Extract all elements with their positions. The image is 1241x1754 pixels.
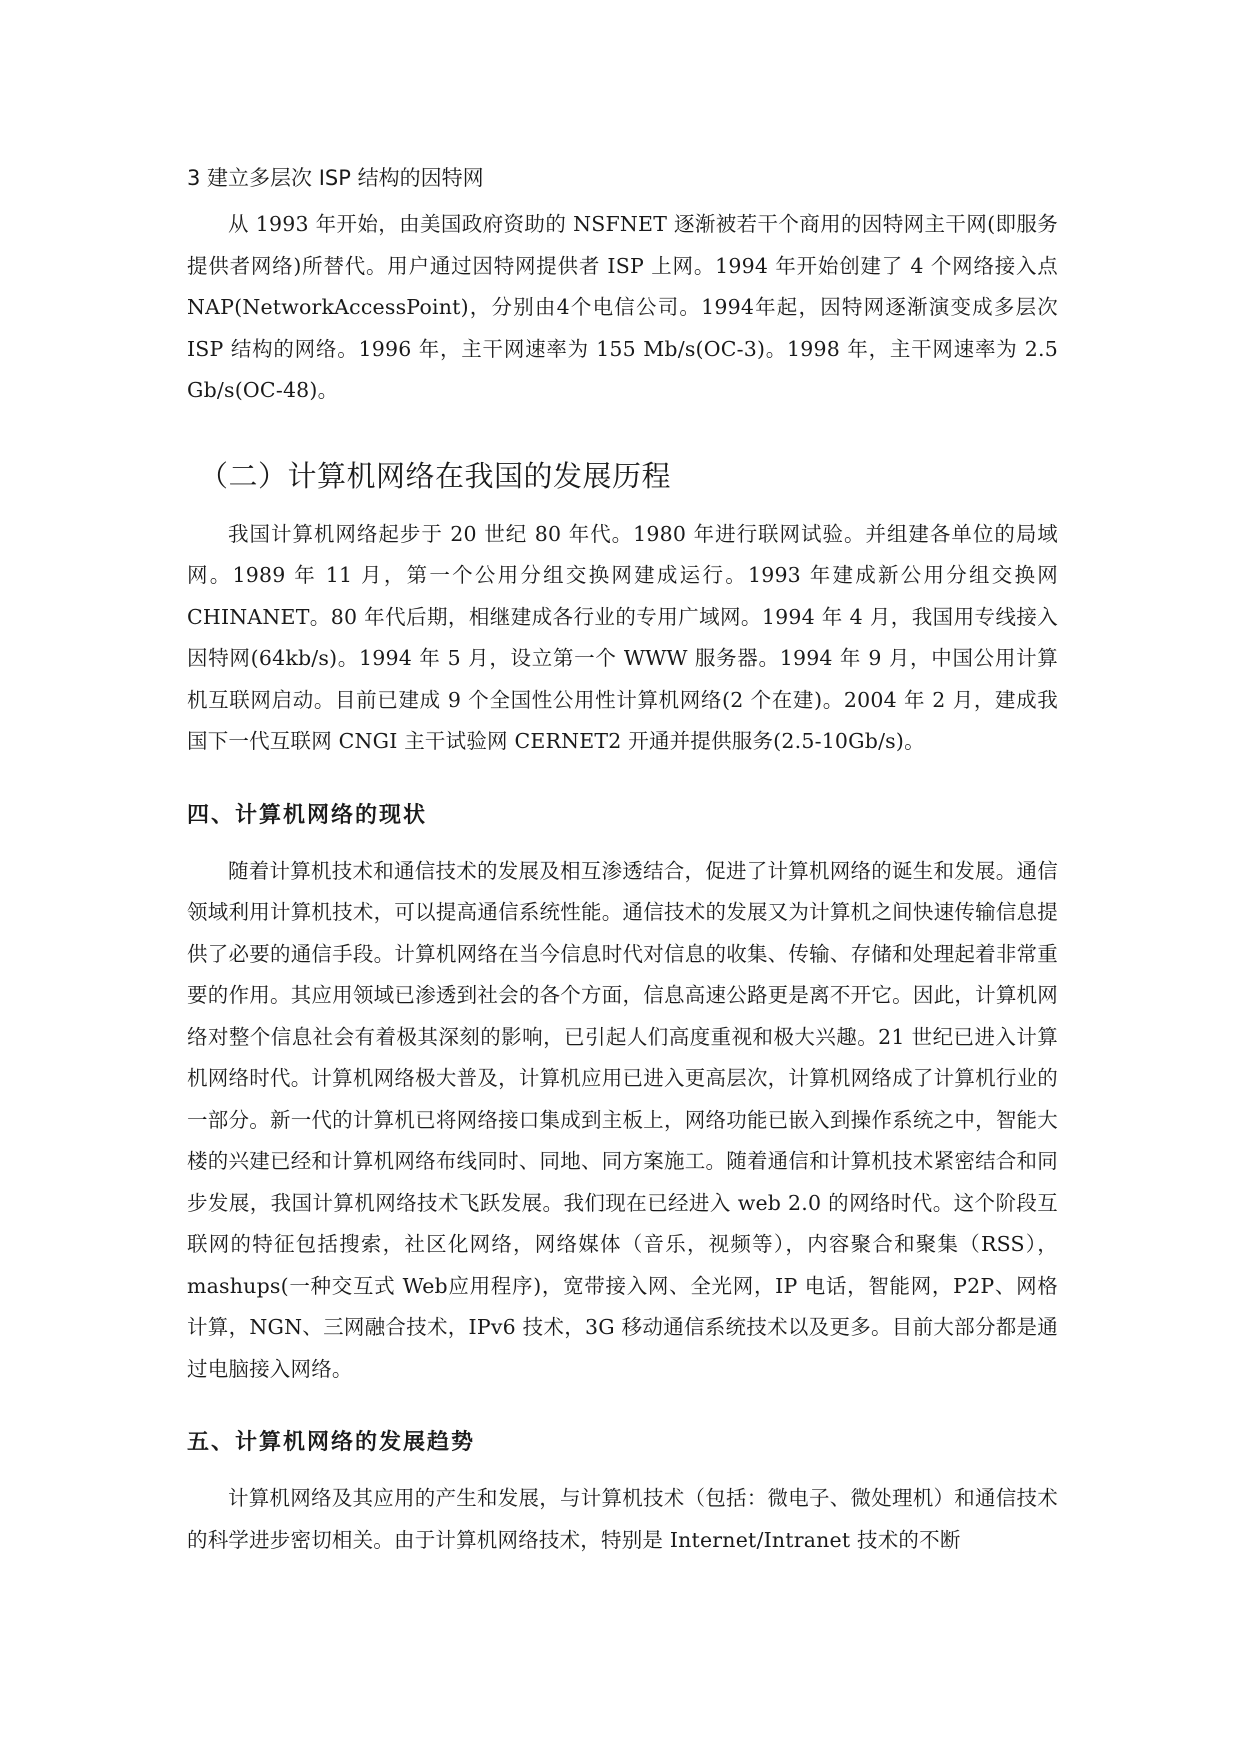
- section-3-heading: 3 建立多层次 ISP 结构的因特网: [187, 166, 484, 190]
- china-history-paragraph: 我国计算机网络起步于 20 世纪 80 年代。1980 年进行联网试验。并组建各单位的局域网。1989 年 11 月，第一个公用分组交换网建成运行。1993 年建成新公用分组交换网 CHINANET。80 年代后期，相继建成各行业的专用广域网。1994 年 4 月，我国用专线接入因特网(64kb/s)。1994 年 5 月，设立第一个 WWW 服务器。1994 年 9 月，中国公用计算机互联网启动。目前已建成 9 个全国性公用性计算机网络(2 个在建)。2004 年 2 月，建成我国下一代互联网 CNGI 主干试验网 CERNET2 开通并提供服务(2.5-10Gb/s)。: [187, 521, 1058, 753]
- current-status-paragraph: 随着计算机技术和通信技术的发展及相互渗透结合，促进了计算机网络的诞生和发展。通信领域利用计算机技术，可以提高通信系统性能。通信技术的发展又为计算机之间快速传输信息提供了必要的通信手段。计算机网络在当今信息时代对信息的收集、传输、存储和处理起着非常重要的作用。其应用领域已渗透到社会的各个方面，信息高速公路更是离不开它。因此，计算机网络对整个信息社会有着极其深刻的影响，已引起人们高度重视和极大兴趣。21 世纪已进入计算机网络时代。计算机网络极大普及，计算机应用已进入更高层次，计算机网络成了计算机行业的一部分。新一代的计算机已将网络接口集成到主板上，网络功能已嵌入到操作系统之中，智能大楼的兴建已经和计算机网络布线同时、同地、同方案施工。随着通信和计算机技术紧密结合和同步发展，我国计算机网络技术飞跃发展。我们现在已经进入 web 2.0 的网络时代。这个阶段互联网的特征包括搜索，社区化网络，网络媒体（音乐，视频等），内容聚合和聚集（RSS），mashups(一种交互式 Web应用程序)，宽带接入网、全光网，IP 电话，智能网，P2P、网格计算，NGN、三网融合技术，IPv6 技术，3G 移动通信系统技术以及更多。目前大部分都是通过电脑接入网络。: [187, 858, 1058, 1381]
- section-3-paragraph: 从 1993 年开始，由美国政府资助的 NSFNET 逐渐被若干个商用的因特网主干网(即服务提供者网络)所替代。用户通过因特网提供者 ISP 上网。1994 年开始创建了 4 个网络接入点 NAP(NetworkAccessPoint)，分别由4个电信公司。1994年起，因特网逐渐演变成多层次 ISP 结构的网络。1996 年，主干网速率为 155 Mb/s(OC-3)。1998 年，主干网速率为 2.5 Gb/s(OC-48)。: [187, 212, 1058, 402]
- development-trend-paragraph: 计算机网络及其应用的产生和发展，与计算机技术（包括：微电子、微处理机）和通信技术的科学进步密切相关。由于计算机网络技术，特别是 Internet/Intranet 技术的不断: [187, 1486, 1058, 1552]
- document-body: [187, 164, 1058, 1561]
- current-status-heading: 四、计算机网络的现状: [187, 802, 428, 828]
- development-trend-heading: 五、计算机网络的发展趋势: [187, 1430, 476, 1455]
- china-history-heading: （二）计算机网络在我国的发展历程: [199, 458, 672, 493]
